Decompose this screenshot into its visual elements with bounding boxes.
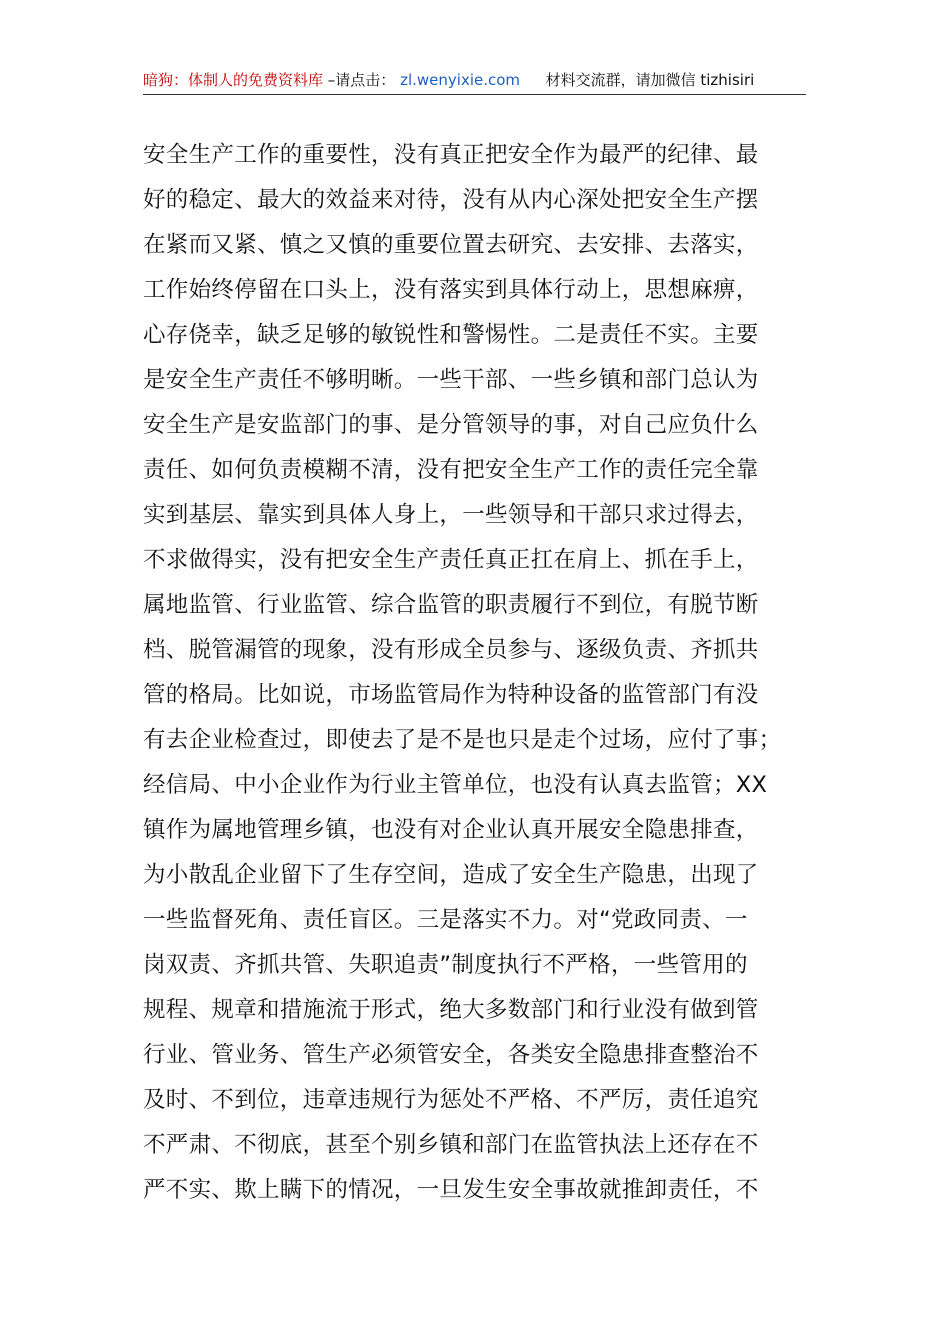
body-line: 经信局、中小企业作为行业主管单位，也没有认真去监管；XX — [143, 772, 768, 798]
body-line: 是安全生产责任不够明晰。一些干部、一些乡镇和部门总认为 — [143, 367, 759, 393]
body-line: 一些监督死角、责任盲区。三是落实不力。对“党政同责、一 — [143, 907, 748, 933]
body-line: 行业、管业务、管生产必须管安全，各类安全隐患排查整治不 — [143, 1042, 759, 1068]
body-line: 心存侥幸，缺乏足够的敏锐性和警惕性。二是责任不实。主要 — [143, 322, 759, 348]
body-line: 规程、规章和措施流于形式，绝大多数部门和行业没有做到管 — [143, 997, 759, 1023]
source-url-link[interactable]: zl.wenyixie.com — [400, 71, 521, 89]
body-line: 有去企业检查过，即使去了是不是也只是走个过场，应付了事； — [143, 727, 782, 753]
source-label: 暗狗：体制人的免费资料库 — [143, 71, 324, 89]
page-header — [143, 66, 806, 95]
group-note: 材料交流群，请加微信 tizhisiri — [545, 71, 755, 89]
body-line: 不严肃、不彻底，甚至个别乡镇和部门在监管执法上还存在不 — [143, 1132, 759, 1158]
body-line: 工作始终停留在口头上，没有落实到具体行动上，思想麻痹， — [143, 277, 759, 303]
body-line: 及时、不到位，违章违规行为惩处不严格、不严厉，责任追究 — [143, 1087, 759, 1113]
body-line: 实到基层、靠实到具体人身上，一些领导和干部只求过得去， — [143, 502, 759, 528]
body-line: 在紧而又紧、慎之又慎的重要位置去研究、去安排、去落实， — [143, 232, 759, 258]
body-line: 责任、如何负责模糊不清，没有把安全生产工作的责任完全靠 — [143, 457, 759, 483]
body-line: 不求做得实，没有把安全生产责任真正扛在肩上、抓在手上， — [143, 547, 759, 573]
body-line: 档、脱管漏管的现象，没有形成全员参与、逐级负责、齐抓共 — [143, 637, 759, 663]
body-line: 属地监管、行业监管、综合监管的职责履行不到位，有脱节断 — [143, 592, 759, 618]
click-prompt: –请点击： — [327, 71, 396, 89]
document-body — [143, 133, 823, 1213]
body-line: 镇作为属地管理乡镇，也没有对企业认真开展安全隐患排查， — [143, 817, 759, 843]
body-line: 为小散乱企业留下了生存空间，造成了安全生产隐患，出现了 — [143, 862, 759, 888]
body-line: 安全生产工作的重要性，没有真正把安全作为最严的纪律、最 — [143, 142, 759, 168]
body-line: 严不实、欺上瞒下的情况，一旦发生安全事故就推卸责任，不 — [143, 1177, 759, 1203]
body-line: 管的格局。比如说，市场监管局作为特种设备的监管部门有没 — [143, 682, 759, 708]
body-line: 好的稳定、最大的效益来对待，没有从内心深处把安全生产摆 — [143, 187, 759, 213]
body-line: 岗双责、齐抓共管、失职追责”制度执行不严格，一些管用的 — [143, 952, 748, 978]
body-line: 安全生产是安监部门的事、是分管领导的事，对自己应负什么 — [143, 412, 759, 438]
